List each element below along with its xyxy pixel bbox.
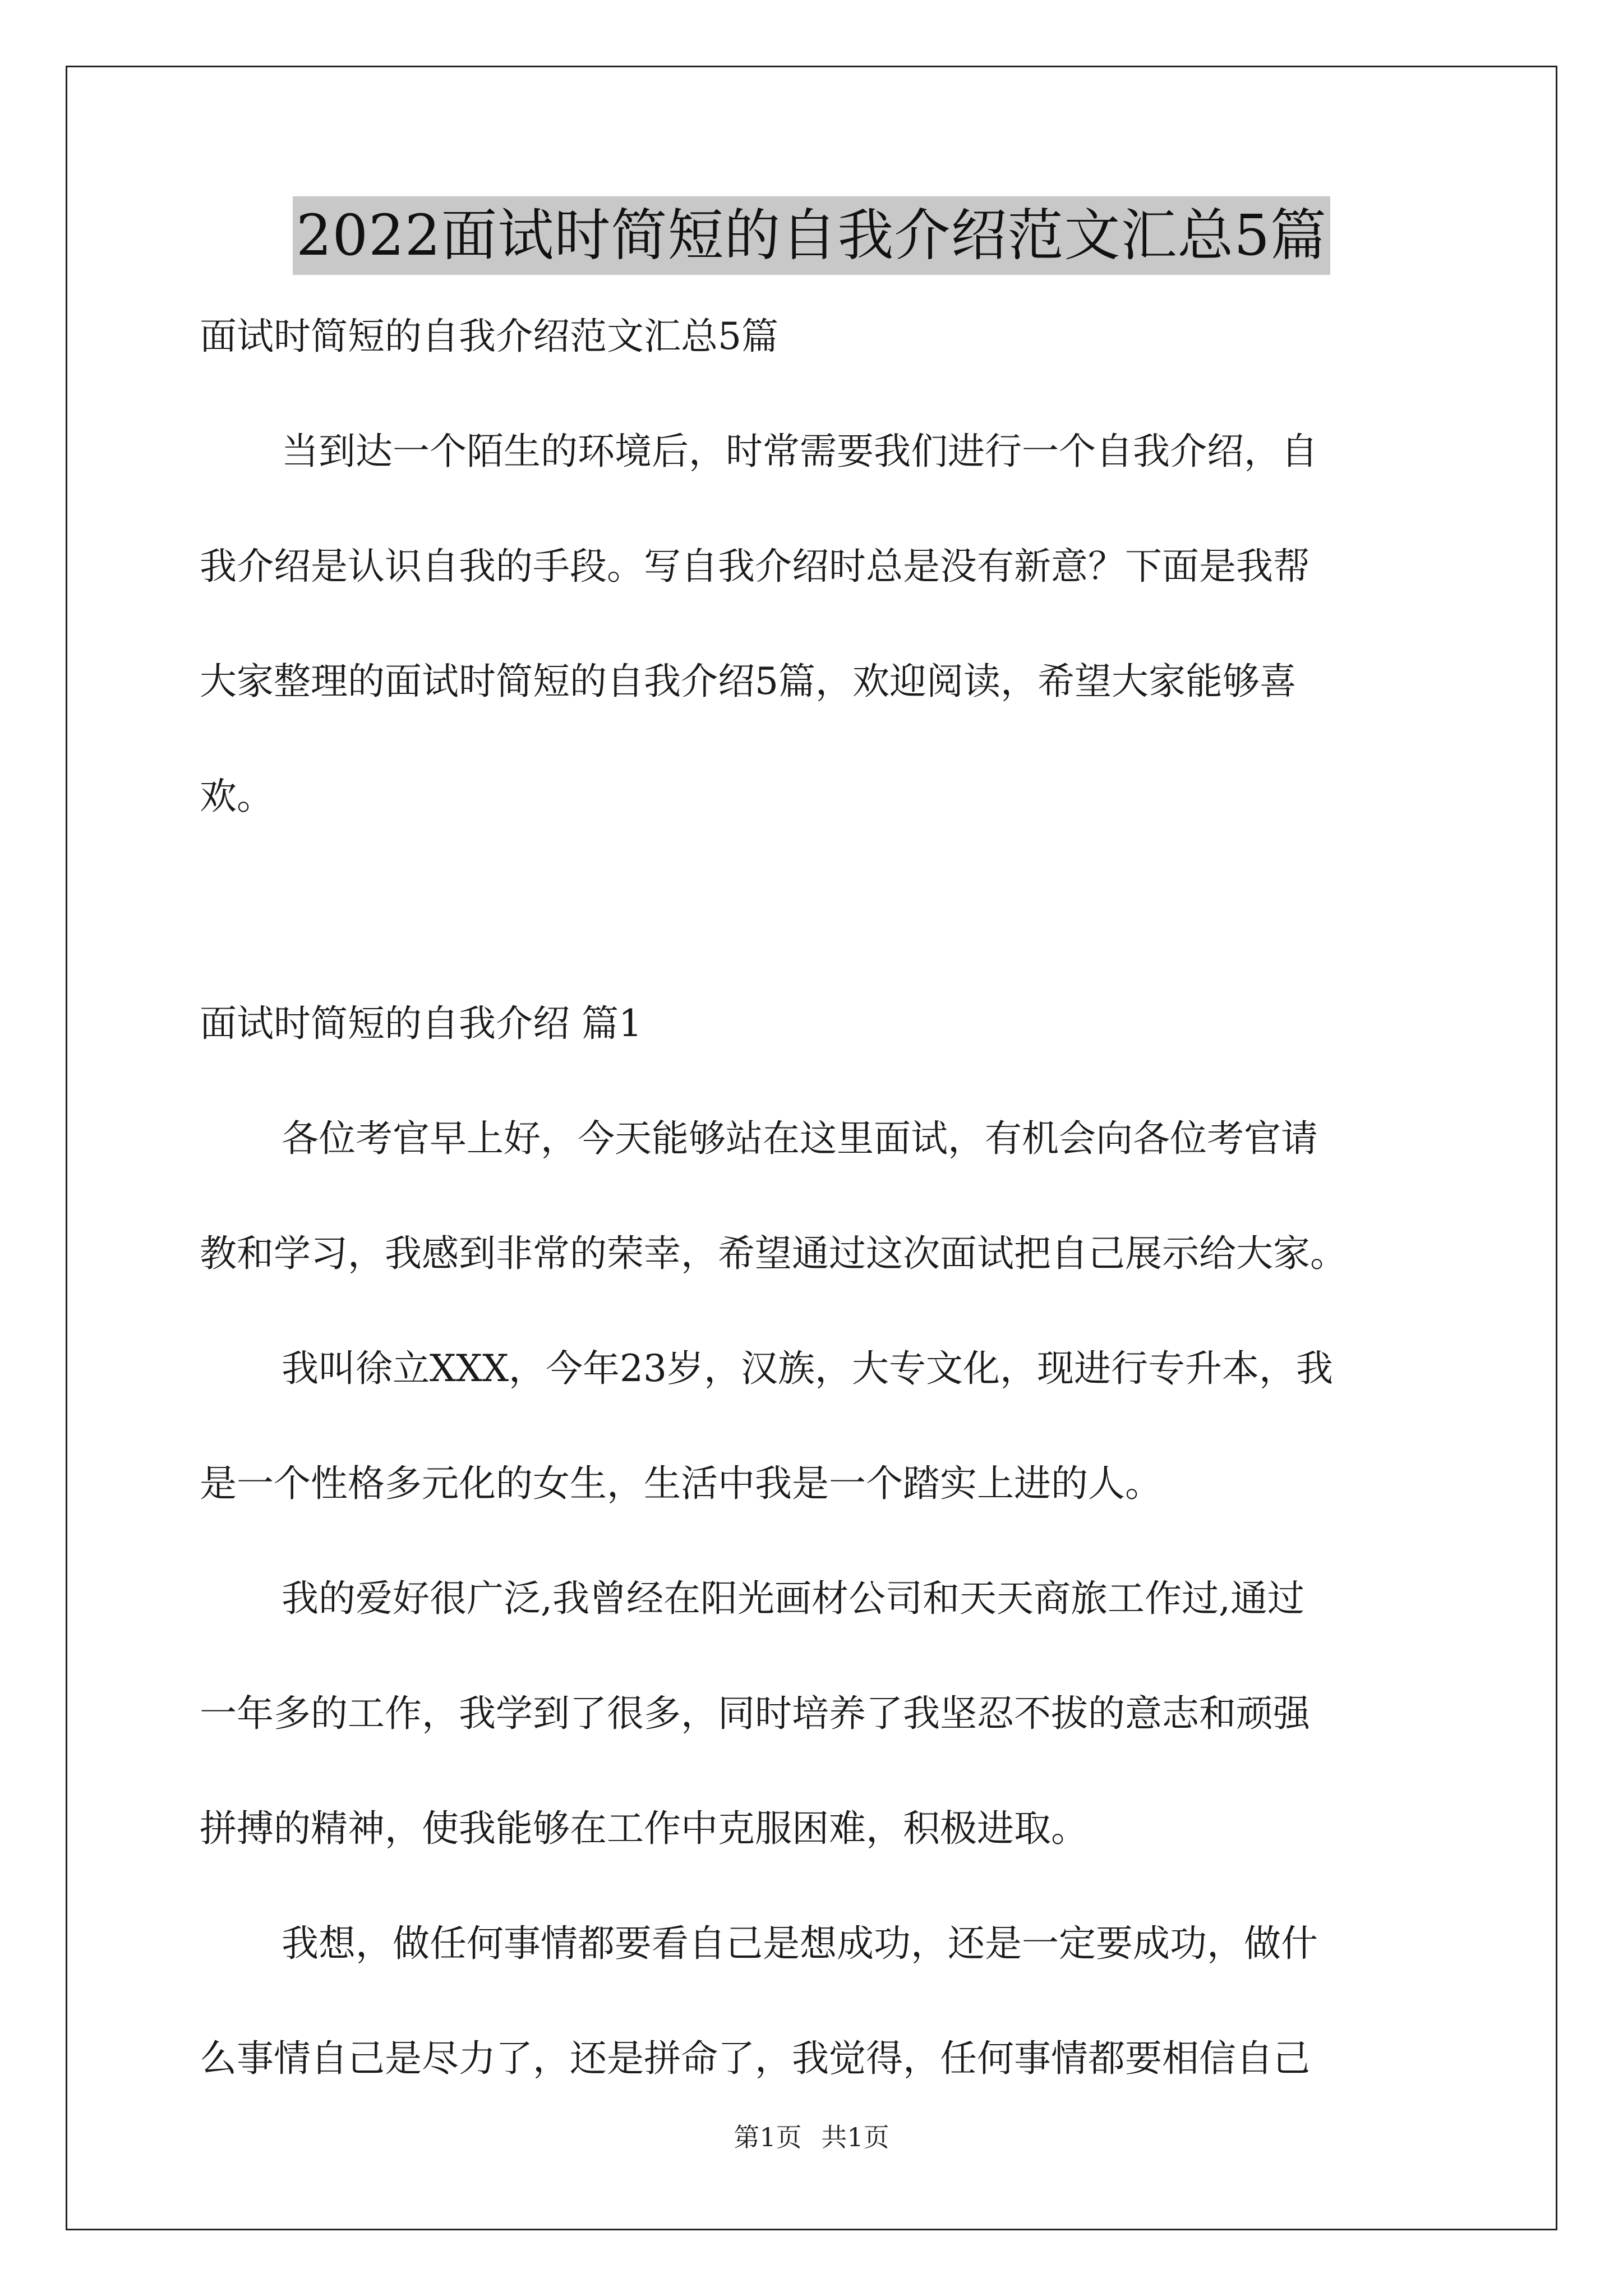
document-title: 2022面试时简短的自我介绍范文汇总5篇 [293, 196, 1330, 275]
paragraph-line: 各位考官早上好，今天能够站在这里面试，有机会向各位考官请 [282, 1117, 1318, 1160]
paragraph-line: 我想，做任何事情都要看自己是想成功，还是一定要成功，做什 [282, 1922, 1318, 1965]
page-number: 第1页 [734, 2122, 802, 2152]
page-total: 共1页 [821, 2122, 889, 2152]
paragraph-line: 欢。 [200, 775, 274, 818]
paragraph-line: 一年多的工作，我学到了很多，同时培养了我坚忍不拔的意志和顽强 [200, 1692, 1310, 1735]
paragraph-line: 我叫徐立XXX，今年23岁，汉族，大专文化，现进行专升本，我 [282, 1347, 1333, 1390]
paragraph-line: 我的爱好很广泛,我曾经在阳光画材公司和天天商旅工作过,通过 [282, 1577, 1304, 1620]
paragraph-line: 么事情自己是尽力了，还是拼命了，我觉得，任何事情都要相信自己 [200, 2037, 1310, 2080]
title-container [0, 196, 1623, 275]
paragraph-line: 教和学习，我感到非常的荣幸，希望通过这次面试把自己展示给大家。 [200, 1232, 1347, 1275]
section-heading: 面试时简短的自我介绍 篇1 [200, 1002, 642, 1045]
subtitle-line: 面试时简短的自我介绍范文汇总5篇 [200, 315, 778, 358]
paragraph-line: 我介绍是认识自我的手段。写自我介绍时总是没有新意？下面是我帮 [200, 545, 1310, 588]
page-footer [0, 2120, 1623, 2154]
paragraph-line: 拼搏的精神，使我能够在工作中克服困难，积极进取。 [200, 1807, 1088, 1850]
paragraph-line: 是一个性格多元化的女生，生活中我是一个踏实上进的人。 [200, 1462, 1162, 1505]
paragraph-line: 当到达一个陌生的环境后，时常需要我们进行一个自我介绍，自 [282, 430, 1318, 473]
paragraph-line: 大家整理的面试时简短的自我介绍5篇，欢迎阅读，希望大家能够喜 [200, 660, 1297, 703]
